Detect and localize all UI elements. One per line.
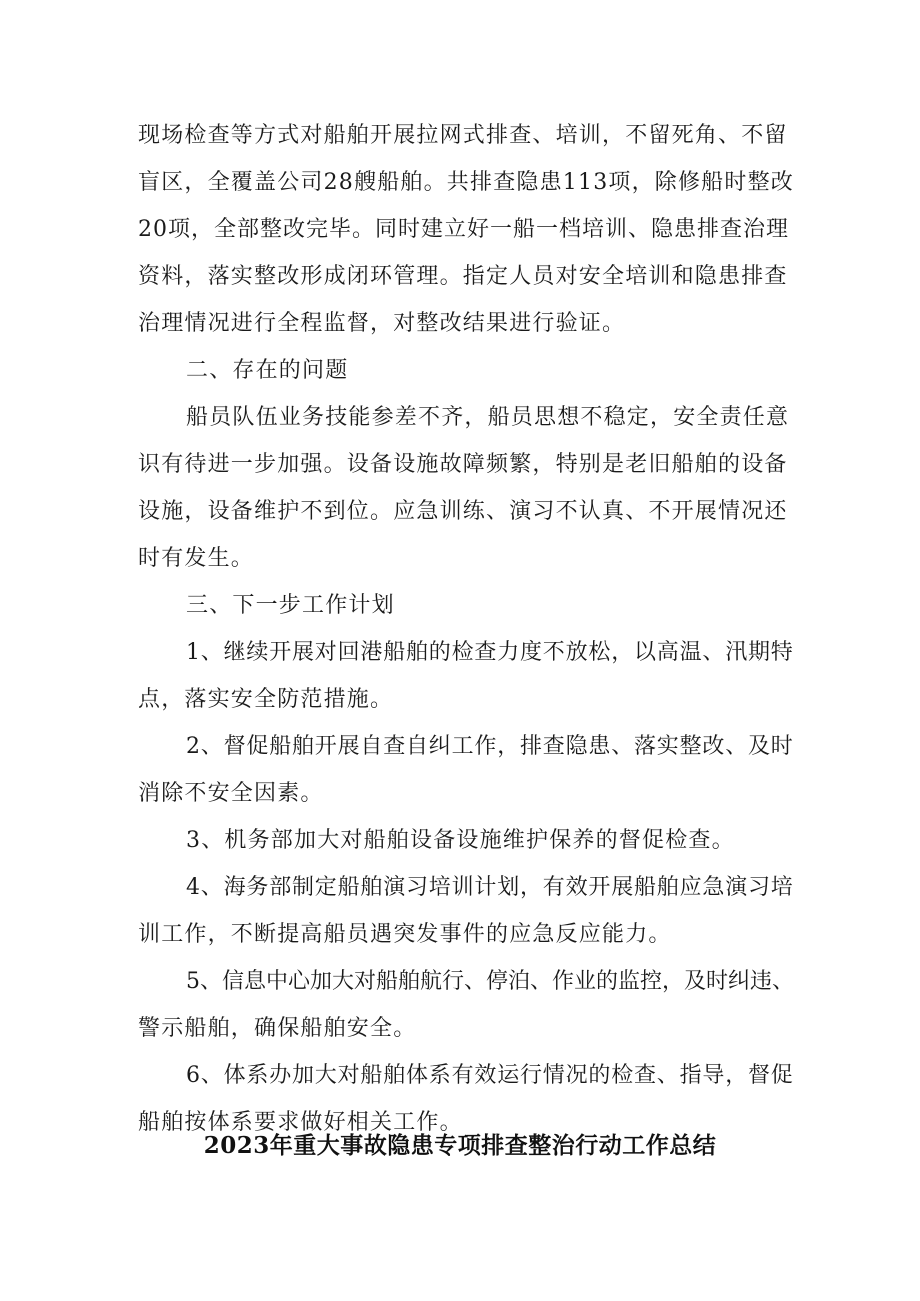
plan-item-1-line-2: 点，落实安全防范措施。 bbox=[138, 687, 394, 712]
plan-item-2-line-1: 2、督促船舶开展自查自纠工作，排查隐患、落实整改、及时 bbox=[186, 734, 794, 759]
plan-item-6-line-1: 6、体系办加大对船舶体系有效运行情况的检查、指导，督促 bbox=[186, 1063, 794, 1088]
text-line-1: 现场检查等方式对船舶开展拉网式排查、培训，不留死角、不留 bbox=[138, 123, 788, 148]
text-line-9: 设施，设备维护不到位。应急训练、演习不认真、不开展情况还 bbox=[138, 499, 788, 524]
plan-item-4-line-2: 训工作，不断提高船员遇突发事件的应急反应能力。 bbox=[138, 922, 672, 947]
plan-item-3: 3、机务部加大对船舶设备设施维护保养的督促检查。 bbox=[186, 828, 735, 853]
plan-item-6-line-2: 船舶按体系要求做好相关工作。 bbox=[138, 1110, 463, 1135]
text-line-4: 资料，落实整改形成闭环管理。指定人员对安全培训和隐患排查 bbox=[138, 264, 788, 289]
document-title: 2023年重大事故隐患专项排查整治行动工作总结 bbox=[203, 1132, 717, 1159]
text-line-3: 20项，全部整改完毕。同时建立好一船一档培训、隐患排查治理 bbox=[138, 217, 789, 242]
plan-item-4-line-1: 4、海务部制定船舶演习培训计划，有效开展船舶应急演习培 bbox=[186, 875, 794, 900]
plan-item-2-line-2: 消除不安全因素。 bbox=[138, 781, 324, 806]
text-line-10: 时有发生。 bbox=[138, 546, 255, 571]
document-body bbox=[138, 112, 794, 1146]
plan-item-1-line-1: 1、继续开展对回港船舶的检查力度不放松，以高温、汛期特 bbox=[186, 640, 794, 665]
text-line-2: 盲区，全覆盖公司28艘船舶。共排查隐患113项，除修船时整改 bbox=[138, 170, 794, 195]
text-line-7: 船员队伍业务技能参差不齐，船员思想不稳定，安全责任意 bbox=[186, 405, 790, 430]
text-line-8: 识有待进一步加强。设备设施故障频繁，特别是老旧船舶的设备 bbox=[138, 452, 788, 477]
section-heading-next-plan: 三、下一步工作计划 bbox=[186, 593, 395, 618]
text-line-5: 治理情况进行全程监督，对整改结果进行验证。 bbox=[138, 311, 626, 336]
section-heading-problems: 二、存在的问题 bbox=[186, 358, 349, 383]
plan-item-5-line-1: 5、信息中心加大对船舶航行、停泊、作业的监控，及时纠违、 bbox=[186, 969, 794, 994]
plan-item-5-line-2: 警示船舶，确保船舶安全。 bbox=[138, 1016, 417, 1041]
